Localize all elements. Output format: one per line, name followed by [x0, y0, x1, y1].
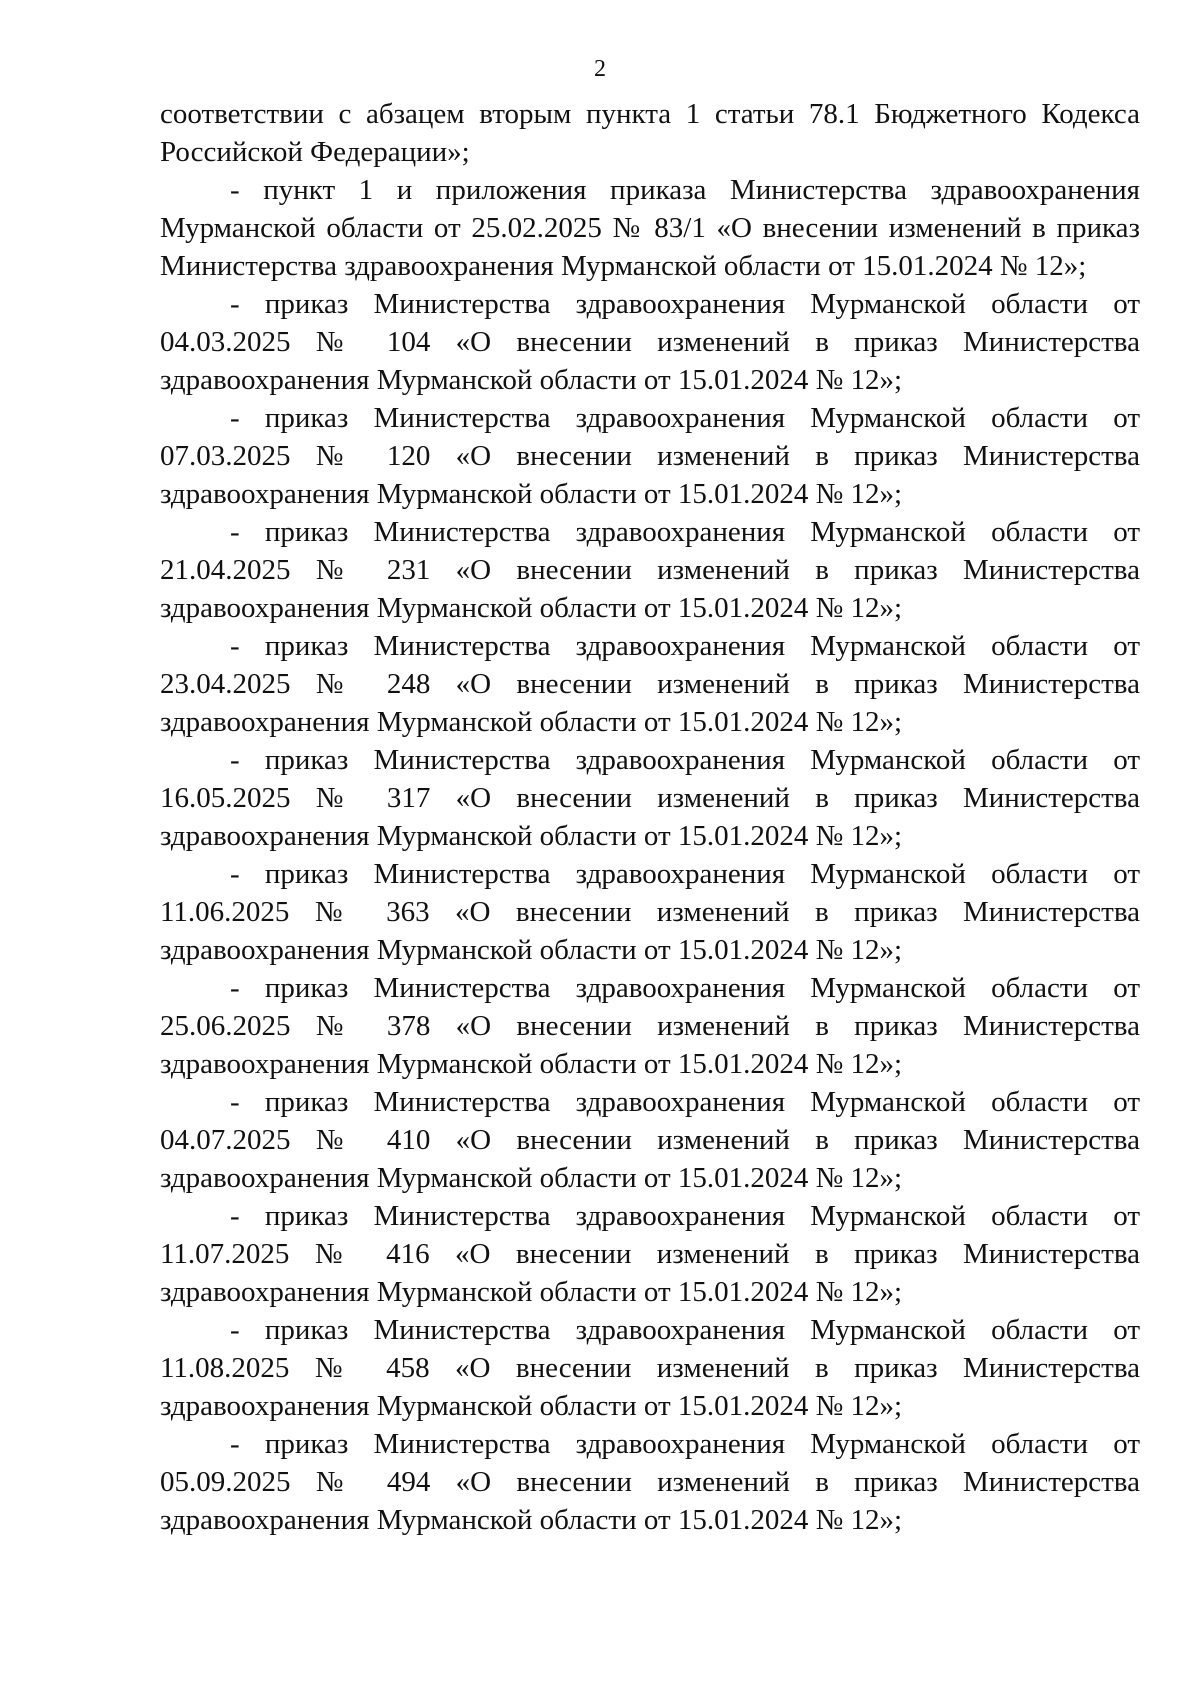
document-body: [160, 95, 1140, 1539]
list-item: - приказ Министерства здравоохранения Мурманской области от 07.03.2025 № 120 «О внесении изменений в приказ Министерства здравоохранения Мурманской области от 15.01.2024 № 12»;: [160, 402, 1140, 510]
list-item: - пункт 1 и приложения приказа Министерства здравоохранения Мурманской области от 25.02.2025 № 83/1 «О внесении изменений в приказ Министерства здравоохранения Мурманской области от 15.01.2024 № 12»;: [160, 174, 1140, 282]
list-item: - приказ Министерства здравоохранения Мурманской области от 21.04.2025 № 231 «О внесении изменений в приказ Министерства здравоохранения Мурманской области от 15.01.2024 № 12»;: [160, 516, 1140, 624]
list-item: - приказ Министерства здравоохранения Мурманской области от 05.09.2025 № 494 «О внесении изменений в приказ Министерства здравоохранения Мурманской области от 15.01.2024 № 12»;: [160, 1428, 1140, 1536]
list-item: - приказ Министерства здравоохранения Мурманской области от 04.07.2025 № 410 «О внесении изменений в приказ Министерства здравоохранения Мурманской области от 15.01.2024 № 12»;: [160, 1086, 1140, 1194]
paragraph-continuation: соответствии с абзацем вторым пункта 1 статьи 78.1 Бюджетного Кодекса Российской Федерации»;: [160, 98, 1140, 168]
list-item: - приказ Министерства здравоохранения Мурманской области от 23.04.2025 № 248 «О внесении изменений в приказ Министерства здравоохранения Мурманской области от 15.01.2024 № 12»;: [160, 630, 1140, 738]
list-item: - приказ Министерства здравоохранения Мурманской области от 16.05.2025 № 317 «О внесении изменений в приказ Министерства здравоохранения Мурманской области от 15.01.2024 № 12»;: [160, 744, 1140, 852]
list-item: - приказ Министерства здравоохранения Мурманской области от 11.08.2025 № 458 «О внесении изменений в приказ Министерства здравоохранения Мурманской области от 15.01.2024 № 12»;: [160, 1314, 1140, 1422]
list-item: - приказ Министерства здравоохранения Мурманской области от 11.07.2025 № 416 «О внесении изменений в приказ Министерства здравоохранения Мурманской области от 15.01.2024 № 12»;: [160, 1200, 1140, 1308]
page-number: 2: [594, 56, 606, 82]
list-item: - приказ Министерства здравоохранения Мурманской области от 25.06.2025 № 378 «О внесении изменений в приказ Министерства здравоохранения Мурманской области от 15.01.2024 № 12»;: [160, 972, 1140, 1080]
list-item: - приказ Министерства здравоохранения Мурманской области от 11.06.2025 № 363 «О внесении изменений в приказ Министерства здравоохранения Мурманской области от 15.01.2024 № 12»;: [160, 858, 1140, 966]
list-item: - приказ Министерства здравоохранения Мурманской области от 04.03.2025 № 104 «О внесении изменений в приказ Министерства здравоохранения Мурманской области от 15.01.2024 № 12»;: [160, 288, 1140, 396]
